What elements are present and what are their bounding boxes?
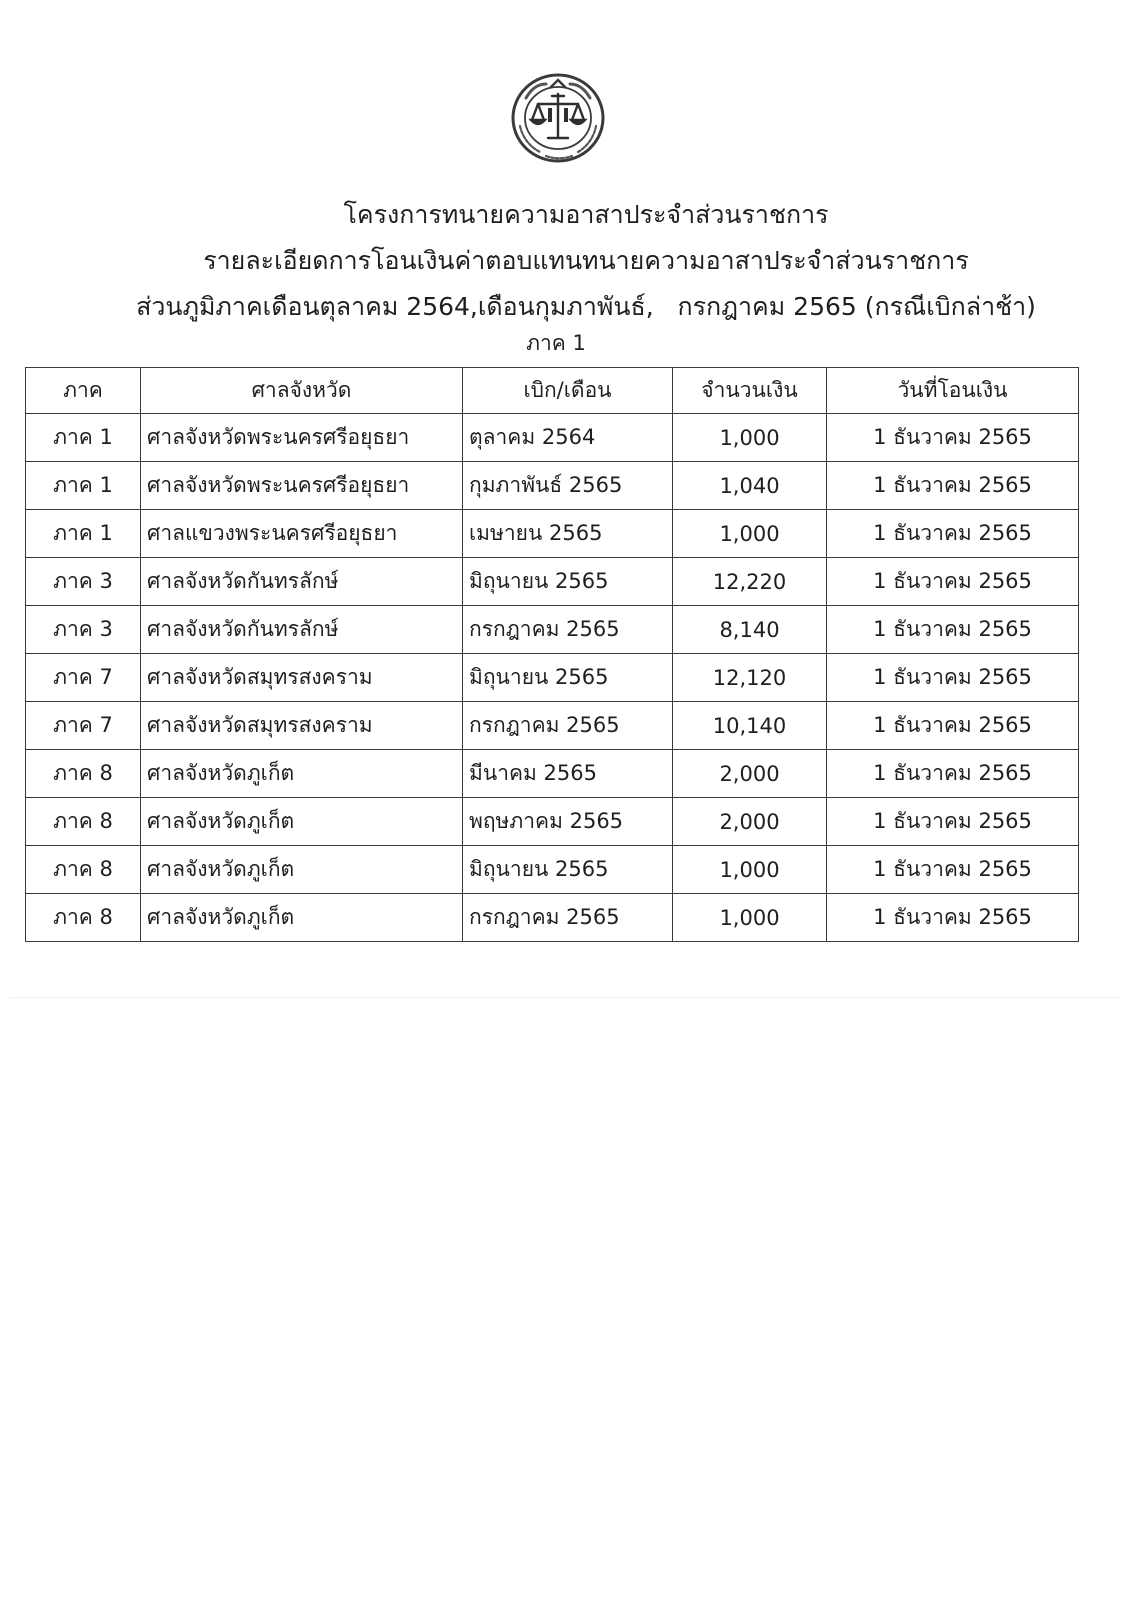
cell-transfer-date: 1 ธันวาคม 2565 [827, 414, 1079, 462]
header-month: เบิก/เดือน [463, 368, 673, 414]
table-row [26, 462, 1079, 510]
cell-transfer-date: 1 ธันวาคม 2565 [827, 702, 1079, 750]
cell-transfer-date: 1 ธันวาคม 2565 [827, 894, 1079, 942]
table-row [26, 750, 1079, 798]
cell-court: ศาลจังหวัดกันทรลักษ์ [141, 606, 463, 654]
cell-region: ภาค 7 [26, 702, 141, 750]
cell-month: กุมภาพันธ์ 2565 [463, 462, 673, 510]
cell-region: ภาค 3 [26, 558, 141, 606]
table-row [26, 606, 1079, 654]
cell-month: กรกฎาคม 2565 [463, 702, 673, 750]
header-region: ภาค [26, 368, 141, 414]
cell-amount: 12,120 [673, 654, 827, 702]
cell-region: ภาค 8 [26, 846, 141, 894]
cell-month: กรกฎาคม 2565 [463, 894, 673, 942]
cell-region: ภาค 8 [26, 894, 141, 942]
document-title: โครงการทนายความอาสาประจำส่วนราชการ [343, 200, 829, 229]
document-title-block [40, 192, 1132, 330]
cell-region: ภาค 1 [26, 414, 141, 462]
table-row [26, 894, 1079, 942]
transfer-table [25, 367, 1079, 942]
header-transfer-date: วันที่โอนเงิน [827, 368, 1079, 414]
table-row [26, 414, 1079, 462]
cell-court: ศาลแขวงพระนครศรีอยุธยา [141, 510, 463, 558]
cell-region: ภาค 1 [26, 510, 141, 558]
cell-transfer-date: 1 ธันวาคม 2565 [827, 558, 1079, 606]
document-subtitle: รายละเอียดการโอนเงินค่าตอบแทนทนายความอาสาประจำส่วนราชการ [203, 246, 969, 275]
header-amount: จำนวนเงิน [673, 368, 827, 414]
table-row [26, 654, 1079, 702]
cell-region: ภาค 7 [26, 654, 141, 702]
table-header-row [26, 368, 1079, 414]
cell-region: ภาค 8 [26, 750, 141, 798]
cell-month: มีนาคม 2565 [463, 750, 673, 798]
cell-month: กรกฎาคม 2565 [463, 606, 673, 654]
header-court: ศาลจังหวัด [141, 368, 463, 414]
table-row [26, 558, 1079, 606]
cell-court: ศาลจังหวัดภูเก็ต [141, 798, 463, 846]
cell-court: ศาลจังหวัดภูเก็ต [141, 846, 463, 894]
cell-amount: 2,000 [673, 750, 827, 798]
cell-amount: 8,140 [673, 606, 827, 654]
cell-court: ศาลจังหวัดภูเก็ต [141, 750, 463, 798]
cell-month: มิถุนายน 2565 [463, 654, 673, 702]
cell-transfer-date: 1 ธันวาคม 2565 [827, 750, 1079, 798]
cell-amount: 1,040 [673, 462, 827, 510]
scales-of-justice-seal-icon [510, 72, 606, 164]
table-row [26, 798, 1079, 846]
cell-month: มิถุนายน 2565 [463, 558, 673, 606]
document-period-line: ส่วนภูมิภาคเดือนตุลาคม 2564,เดือนกุมภาพันธ์, กรกฎาคม 2565 (กรณีเบิกล่าช้า) [136, 292, 1036, 321]
cell-court: ศาลจังหวัดพระนครศรีอยุธยา [141, 414, 463, 462]
table-row [26, 702, 1079, 750]
scan-artifact-line [10, 997, 1120, 998]
cell-court: ศาลจังหวัดภูเก็ต [141, 894, 463, 942]
cell-amount: 1,000 [673, 846, 827, 894]
cell-amount: 2,000 [673, 798, 827, 846]
cell-amount: 12,220 [673, 558, 827, 606]
cell-court: ศาลจังหวัดกันทรลักษ์ [141, 558, 463, 606]
cell-region: ภาค 1 [26, 462, 141, 510]
table-row [26, 510, 1079, 558]
cell-amount: 1,000 [673, 894, 827, 942]
cell-court: ศาลจังหวัดสมุทรสงคราม [141, 654, 463, 702]
cell-transfer-date: 1 ธันวาคม 2565 [827, 654, 1079, 702]
table-body [26, 414, 1079, 942]
cell-transfer-date: 1 ธันวาคม 2565 [827, 462, 1079, 510]
cell-region: ภาค 8 [26, 798, 141, 846]
cell-transfer-date: 1 ธันวาคม 2565 [827, 510, 1079, 558]
cell-amount: 1,000 [673, 510, 827, 558]
cell-court: ศาลจังหวัดพระนครศรีอยุธยา [141, 462, 463, 510]
cell-month: เมษายน 2565 [463, 510, 673, 558]
cell-transfer-date: 1 ธันวาคม 2565 [827, 798, 1079, 846]
cell-month: พฤษภาคม 2565 [463, 798, 673, 846]
cell-transfer-date: 1 ธันวาคม 2565 [827, 846, 1079, 894]
cell-amount: 1,000 [673, 414, 827, 462]
cell-region: ภาค 3 [26, 606, 141, 654]
cell-month: ตุลาคม 2564 [463, 414, 673, 462]
region-label: ภาค 1 [526, 331, 586, 355]
cell-month: มิถุนายน 2565 [463, 846, 673, 894]
cell-court: ศาลจังหวัดสมุทรสงคราม [141, 702, 463, 750]
cell-amount: 10,140 [673, 702, 827, 750]
cell-transfer-date: 1 ธันวาคม 2565 [827, 606, 1079, 654]
table-row [26, 846, 1079, 894]
